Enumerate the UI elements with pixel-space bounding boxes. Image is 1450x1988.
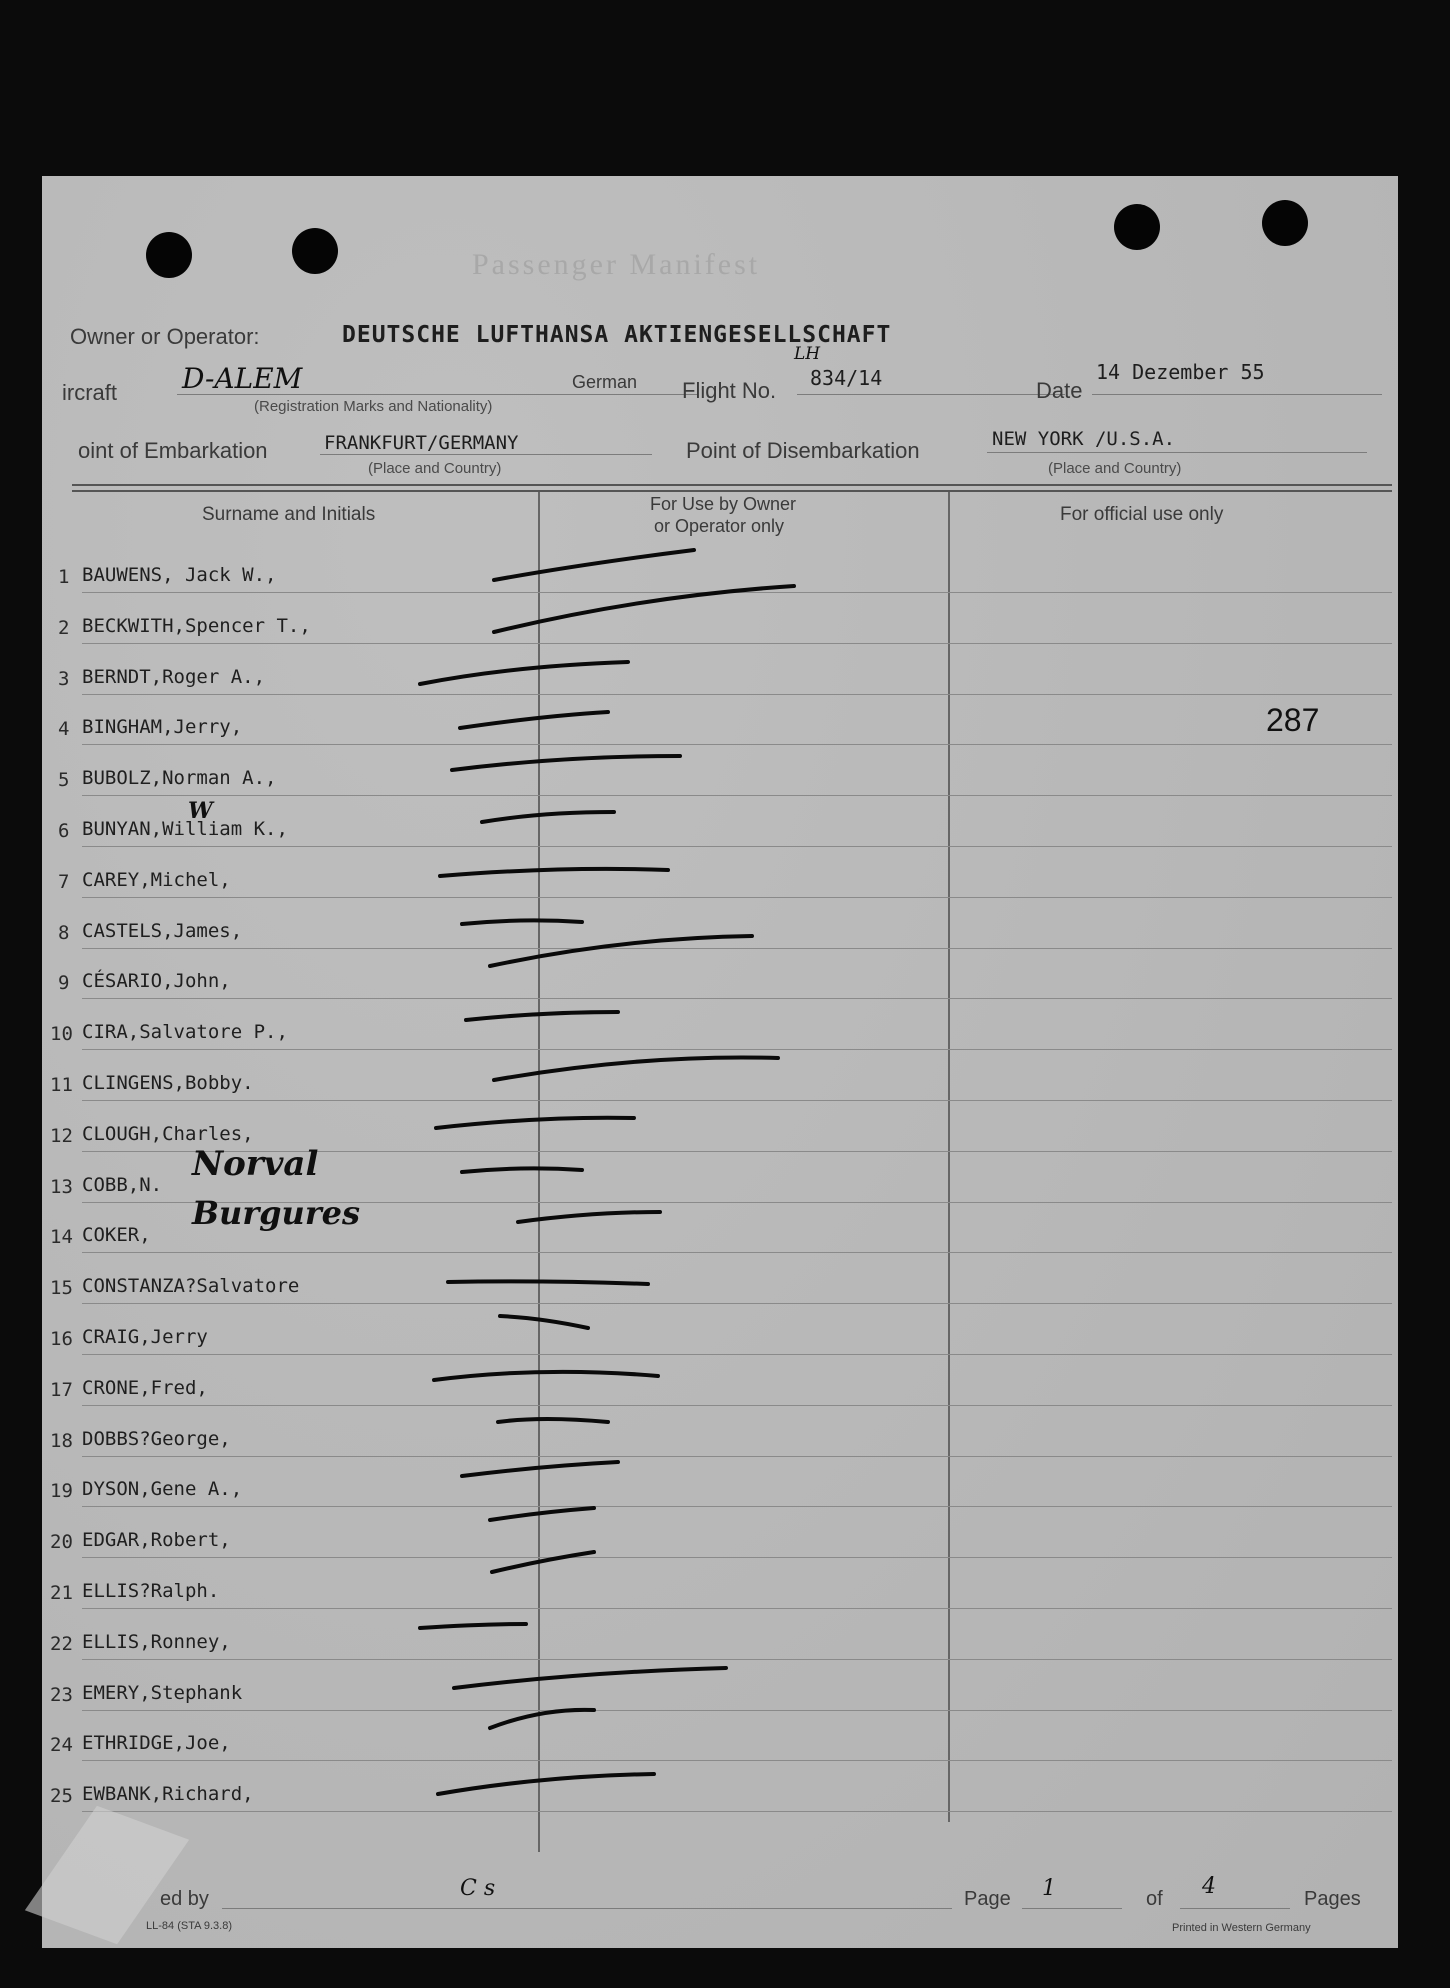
pages-label: Pages	[1304, 1888, 1361, 1910]
passenger-name: CLINGENS,Bobby.	[82, 1072, 254, 1094]
form-code: LL-84 (STA 9.3.8)	[146, 1920, 233, 1932]
passenger-name: BUBOLZ,Norman A.,	[82, 767, 277, 790]
signed-underline	[222, 1908, 952, 1909]
signed-by-label: ed by	[160, 1888, 209, 1910]
row-number: 13	[50, 1175, 73, 1198]
disembark-label: Point of Disembarkation	[686, 438, 920, 463]
aircraft-label: ircraft	[62, 380, 117, 405]
embark-label: oint of Embarkation	[78, 438, 268, 463]
row-number: 14	[50, 1226, 73, 1249]
passenger-name: CRAIG,Jerry	[82, 1326, 208, 1348]
row-number: 8	[58, 921, 70, 944]
passenger-name: CAREY,Michel,	[82, 868, 231, 891]
passenger-name: ETHRIDGE,Joe,	[82, 1732, 231, 1755]
row-number: 2	[58, 616, 70, 639]
passenger-name: BECKWITH,Spencer T.,	[82, 614, 311, 637]
row-number: 19	[50, 1480, 73, 1503]
passenger-name: BINGHAM,Jerry,	[82, 716, 243, 739]
passenger-name: CONSTANZA?Salvatore	[82, 1275, 300, 1298]
column-owner-use: or Operator only	[654, 516, 785, 536]
disembark-caption: (Place and Country)	[1048, 460, 1182, 477]
of-underline	[1180, 1908, 1290, 1909]
owner-value: DEUTSCHE LUFTHANSA AKTIENGESELLSCHAFT	[342, 322, 892, 348]
row-number: 5	[58, 769, 70, 792]
nationality-value: German	[572, 372, 638, 392]
passenger-name: EWBANK,Richard,	[82, 1783, 254, 1806]
row-number: 15	[50, 1277, 73, 1300]
passenger-name: ELLIS,Ronney,	[82, 1630, 231, 1653]
flight-label: Flight No.	[682, 378, 777, 403]
passenger-name: CLOUGH,Charles,	[82, 1122, 254, 1145]
manifest-sheet	[42, 176, 1398, 1948]
official-stamp-number: 287	[1266, 702, 1320, 738]
passenger-name: BUNYAN,William K.,	[82, 818, 288, 840]
row-number: 24	[50, 1734, 73, 1757]
page-value: 1	[1042, 1876, 1056, 1901]
handwritten-bunyan-mark: W	[188, 798, 213, 824]
disembark-value: NEW YORK /U.S.A.	[992, 428, 1176, 450]
of-value: 4	[1202, 1874, 1216, 1899]
row-number: 7	[58, 870, 70, 893]
row-number: 9	[58, 972, 70, 995]
aircraft-value: D-ALEM	[182, 362, 303, 395]
row-number: 18	[50, 1429, 73, 1452]
row-number: 16	[50, 1328, 73, 1350]
column-official: For official use only	[1060, 504, 1224, 525]
passenger-name: CRONE,Fred,	[82, 1376, 208, 1399]
passenger-name: ELLIS?Ralph.	[82, 1580, 220, 1602]
row-number: 10	[50, 1023, 73, 1046]
signed-mark: C s	[460, 1876, 496, 1901]
passenger-name: BAUWENS, Jack W.,	[82, 564, 277, 586]
of-label: of	[1146, 1888, 1163, 1910]
owner-label: Owner or Operator:	[70, 324, 260, 349]
handwritten-coker-first-name: Burgures	[192, 1194, 361, 1232]
row-number: 21	[50, 1582, 73, 1604]
row-number: 11	[50, 1074, 73, 1096]
date-label: Date	[1036, 378, 1083, 403]
row-number: 25	[50, 1785, 73, 1808]
handwritten-cobb-first-name: Norval	[192, 1144, 319, 1184]
row-number: 17	[50, 1378, 73, 1401]
row-number: 20	[50, 1531, 73, 1554]
passenger-name: COBB,N.	[82, 1173, 163, 1196]
row-number: 4	[58, 718, 70, 741]
passenger-name: DYSON,Gene A.,	[82, 1478, 243, 1501]
passenger-name: DOBBS?George,	[82, 1427, 231, 1450]
embark-value: FRANKFURT/GERMANY	[324, 432, 519, 454]
passenger-name: CASTELS,James,	[82, 919, 243, 942]
row-number: 6	[58, 820, 70, 842]
flight-value: 834/14	[810, 366, 883, 390]
passenger-name: CÉSARIO,John,	[82, 970, 231, 993]
printed-in: Printed in Western Germany	[1172, 1922, 1311, 1934]
flight-prefix: LH	[794, 344, 821, 364]
passenger-name: EMERY,Stephank	[82, 1681, 243, 1704]
column-surname: Surname and Initials	[202, 504, 376, 525]
row-number: 22	[50, 1632, 73, 1655]
passenger-name: EDGAR,Robert,	[82, 1529, 231, 1552]
passenger-name: COKER,	[82, 1224, 151, 1247]
row-number: 3	[58, 667, 70, 690]
row-number: 23	[50, 1683, 73, 1706]
passenger-name: BERNDT,Roger A.,	[82, 665, 266, 688]
row-number: 1	[58, 566, 70, 588]
page-underline	[1022, 1908, 1122, 1909]
row-number: 12	[50, 1124, 73, 1147]
registration-caption: (Registration Marks and Nationality)	[254, 398, 493, 415]
date-value: 14 Dezember 55	[1096, 360, 1265, 384]
column-owner-use: For Use by Owner	[650, 494, 797, 514]
page-label: Page	[964, 1888, 1011, 1910]
pen-checkmarks	[42, 176, 1398, 1948]
passenger-name: CIRA,Salvatore P.,	[82, 1021, 288, 1044]
form-title: Passenger Manifest	[472, 248, 761, 281]
embark-caption: (Place and Country)	[368, 460, 502, 477]
